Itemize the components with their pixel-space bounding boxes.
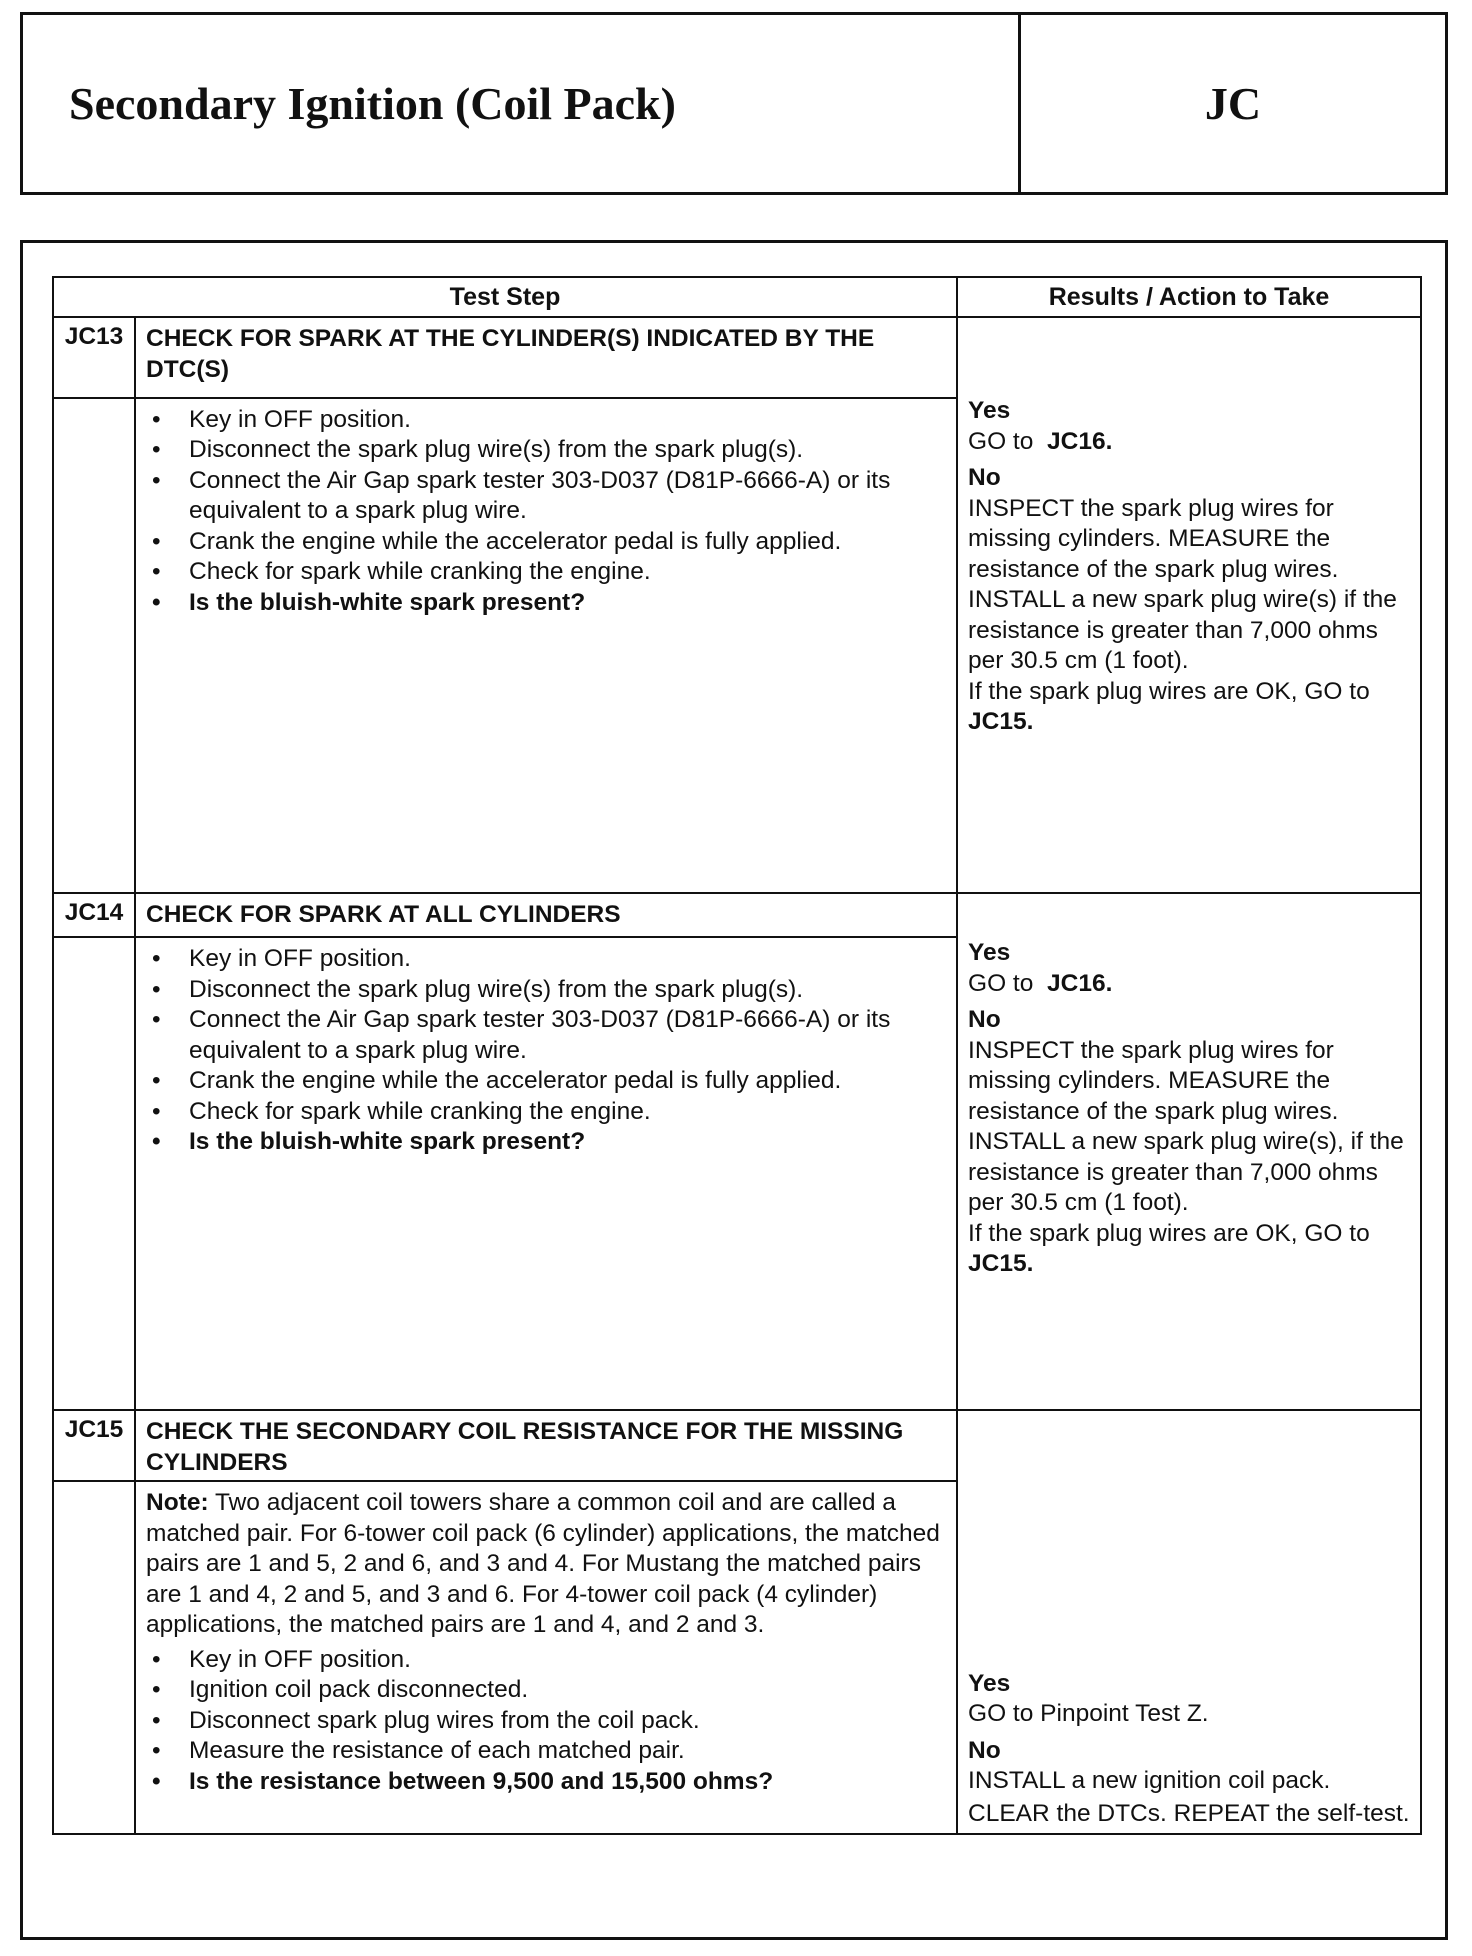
no-text-2: If the spark plug wires are OK, GO to	[968, 677, 1370, 705]
bullet-item: • Check for spark while cranking the engine.	[146, 1097, 946, 1128]
bullet-item: • Crank the engine while the accelerator pedal is fully applied.	[146, 527, 946, 558]
note-label: Note:	[146, 1489, 209, 1516]
step-heading-row	[53, 893, 1421, 937]
yes-action: GO to Pinpoint Test Z.	[968, 1700, 1209, 1727]
step-id-blank	[53, 398, 135, 893]
no-action-2	[968, 1219, 1410, 1280]
bullet-question: • Is the bluish-white spark present?	[146, 588, 946, 619]
step-id-blank	[53, 1481, 135, 1834]
yes-label: Yes	[968, 939, 1011, 966]
bullet-item: • Connect the Air Gap spark tester 303-D037 (D81P-6666-A) or its equivalent to a spark plug wire.	[146, 1005, 946, 1066]
step-heading-row	[53, 1410, 1421, 1481]
bullet-item: • Disconnect the spark plug wire(s) from the spark plug(s).	[146, 435, 946, 466]
step-id: JC15	[53, 1410, 135, 1481]
pinpoint-test-table	[52, 276, 1422, 1835]
table-header-row	[53, 277, 1421, 317]
bullet-question: • Is the resistance between 9,500 and 15,500 ohms?	[146, 1767, 946, 1798]
bullet-item: • Key in OFF position.	[146, 1645, 946, 1676]
step-id: JC14	[53, 893, 135, 937]
section-code: JC	[1204, 78, 1262, 129]
yes-action	[968, 427, 1410, 458]
bullet-item: • Connect the Air Gap spark tester 303-D037 (D81P-6666-A) or its equivalent to a spark plug wire.	[146, 466, 946, 527]
bullet-item: • Key in OFF position.	[146, 944, 946, 975]
column-header-test-step: Test Step	[53, 277, 957, 317]
step-heading: CHECK FOR SPARK AT ALL CYLINDERS	[135, 893, 957, 937]
no-label: No	[968, 464, 1001, 491]
no-label: No	[968, 1736, 1001, 1764]
step-bullets	[146, 944, 946, 1158]
page-header	[20, 12, 1448, 195]
bullet-item: • Key in OFF position.	[146, 405, 946, 436]
yes-text: GO to	[968, 969, 1034, 997]
bullet-item: • Measure the resistance of each matched pair.	[146, 1736, 946, 1767]
yes-action	[968, 969, 1410, 1000]
bullet-question: • Is the bluish-white spark present?	[146, 1127, 946, 1158]
yes-text: GO to	[968, 427, 1034, 455]
no-text-2: If the spark plug wires are OK, GO to	[968, 1219, 1370, 1247]
step-result	[957, 317, 1421, 893]
bullet-item: • Disconnect spark plug wires from the coil pack.	[146, 1706, 946, 1737]
no-action-2: CLEAR the DTCs. REPEAT the self-test.	[968, 1799, 1410, 1827]
step-body	[135, 937, 957, 1410]
no-action: INSPECT the spark plug wires for missing cylinders. MEASURE the resistance of the spark plug wires. INSTALL a new spark plug wire(s) if the resistance is greater than 7,000 ohms per 30.5 cm (1 foot).	[968, 494, 1397, 674]
no-action: INSPECT the spark plug wires for missing cylinders. MEASURE the resistance of the spark plug wires. INSTALL a new spark plug wire(s), if the resistance is greater than 7,000 ohms per 30.5 cm (1 foot).	[968, 1036, 1404, 1216]
no-label: No	[968, 1006, 1001, 1033]
yes-ref: JC16.	[1047, 427, 1113, 455]
no-action: INSTALL a new ignition coil pack.	[968, 1767, 1331, 1794]
step-result	[957, 893, 1421, 1410]
section-title: Secondary Ignition (Coil Pack)	[23, 15, 1021, 192]
note-text: Two adjacent coil towers share a common coil and are called a matched pair. For 6-tower coil pack (6 cylinder) applications, the matched pairs are 1 and 5, 2 and 6, and 3 and 4. For Mustang the matched pairs are 1 and 4, 2 and 5, and 3 and 6. For 4-tower coil pack (4 cylinder) applications, the matched pairs are 1 and 4, and 2 and 3.	[146, 1489, 940, 1638]
step-id-blank	[53, 937, 135, 1410]
no-ref: JC15.	[968, 708, 1034, 735]
no-ref: JC15.	[968, 1250, 1034, 1277]
yes-ref: JC16.	[1047, 969, 1113, 997]
bullet-item: • Crank the engine while the accelerator pedal is fully applied.	[146, 1066, 946, 1097]
step-bullets	[146, 1645, 946, 1798]
bullet-item: • Ignition coil pack disconnected.	[146, 1675, 946, 1706]
step-heading: CHECK FOR SPARK AT THE CYLINDER(S) INDICATED BY THE DTC(S)	[135, 317, 957, 398]
column-header-results: Results / Action to Take	[957, 277, 1421, 317]
bullet-item: • Check for spark while cranking the engine.	[146, 557, 946, 588]
yes-label: Yes	[968, 1669, 1011, 1697]
step-heading: CHECK THE SECONDARY COIL RESISTANCE FOR THE MISSING CYLINDERS	[135, 1410, 957, 1481]
step-note	[146, 1488, 946, 1641]
step-result	[957, 1410, 1421, 1834]
step-heading-row	[53, 317, 1421, 398]
yes-label: Yes	[968, 397, 1011, 424]
step-id: JC13	[53, 317, 135, 398]
step-body	[135, 1481, 957, 1834]
step-bullets	[146, 405, 946, 619]
no-action-2	[968, 677, 1410, 738]
bullet-item: • Disconnect the spark plug wire(s) from the spark plug(s).	[146, 975, 946, 1006]
step-body	[135, 398, 957, 893]
